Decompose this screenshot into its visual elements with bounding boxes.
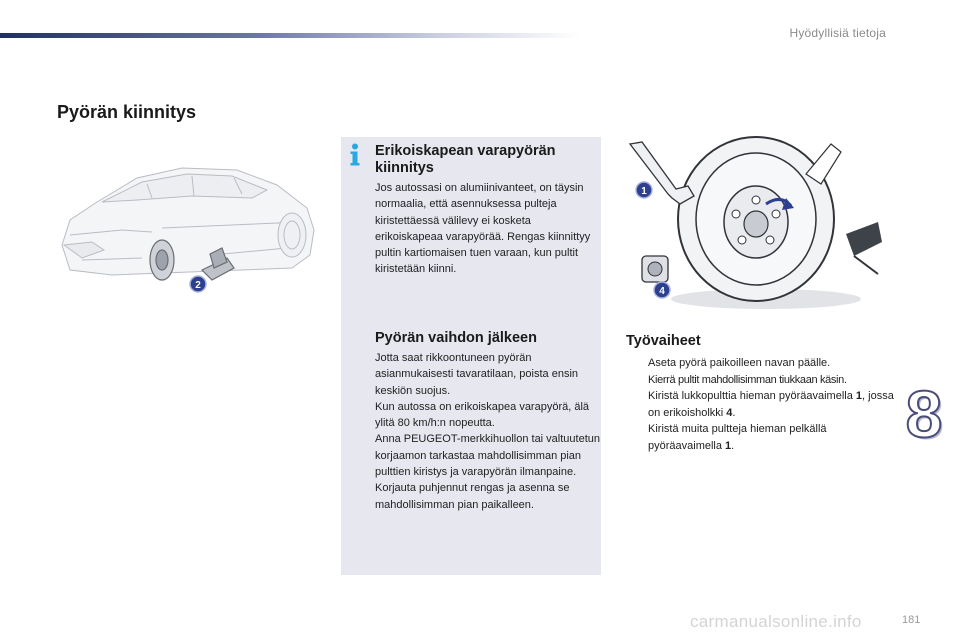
svg-text:1: 1: [641, 186, 647, 197]
after-change-line: Kun autossa on erikoiskapea varapyörä, älä ylitä 80 km/h:n nopeutta.: [375, 400, 590, 430]
after-change-line: Korjauta puhjennut rengas ja asenna se mahdollisimman pian paikalleen.: [375, 482, 570, 511]
info-panel-heading: Erikoiskapean varapyörän kiinnitys: [375, 143, 556, 176]
section-title: Hyödyllisiä tietoja: [789, 26, 886, 40]
steps-list: [626, 355, 896, 454]
page-title: Pyörän kiinnitys: [57, 102, 197, 122]
after-change-text: [375, 350, 600, 513]
list-item: Aseta pyörä paikoilleen navan päälle.: [648, 357, 831, 369]
info-icon: [348, 143, 362, 167]
car-illustration: [52, 150, 324, 300]
svg-text:4: 4: [659, 286, 665, 297]
steps-heading: Työvaiheet: [626, 333, 701, 349]
chapter-number: 8: [905, 377, 943, 451]
after-change-line: Anna PEUGEOT-merkkihuollon tai valtuutetun korjaamon tarkastaa mahdollisimman pian pulttien kiristys ja varapyörän ilmanpaine.: [375, 433, 601, 479]
after-change-line: Jotta saat rikkoontuneen pyörän asianmukaisesti tavaratilaan, poista ensin keskiön suojus.: [375, 352, 579, 397]
list-item: Kiristä lukkopulttia hieman pyöräavaimella 1, jossa on erikoisholkki 4.: [648, 390, 894, 419]
header-accent-bar: [0, 33, 580, 38]
wheel-illustration: [616, 134, 886, 324]
list-item: Kierrä pultit mahdollisimman tiukkaan käsin.: [648, 373, 847, 386]
after-change-heading: Pyörän vaihdon jälkeen: [375, 330, 537, 346]
list-item: Kiristä muita pultteja hieman pelkällä pyöräavaimella 1.: [648, 423, 827, 452]
info-panel-text: Jos autossasi on alumiinivanteet, on täysin normaalia, että asennuksessa pulteja kiristettäessä välilevy ei kosketa erikoiskapeaa varapyörää. Rengas kiinnittyy pultin kartiomaisen tuen varaan, kun pultit kiristetään kiinni.: [375, 182, 591, 276]
page-number: 181: [902, 614, 921, 626]
watermark: carmanualsonline.info: [690, 612, 862, 631]
svg-text:2: 2: [195, 280, 201, 291]
